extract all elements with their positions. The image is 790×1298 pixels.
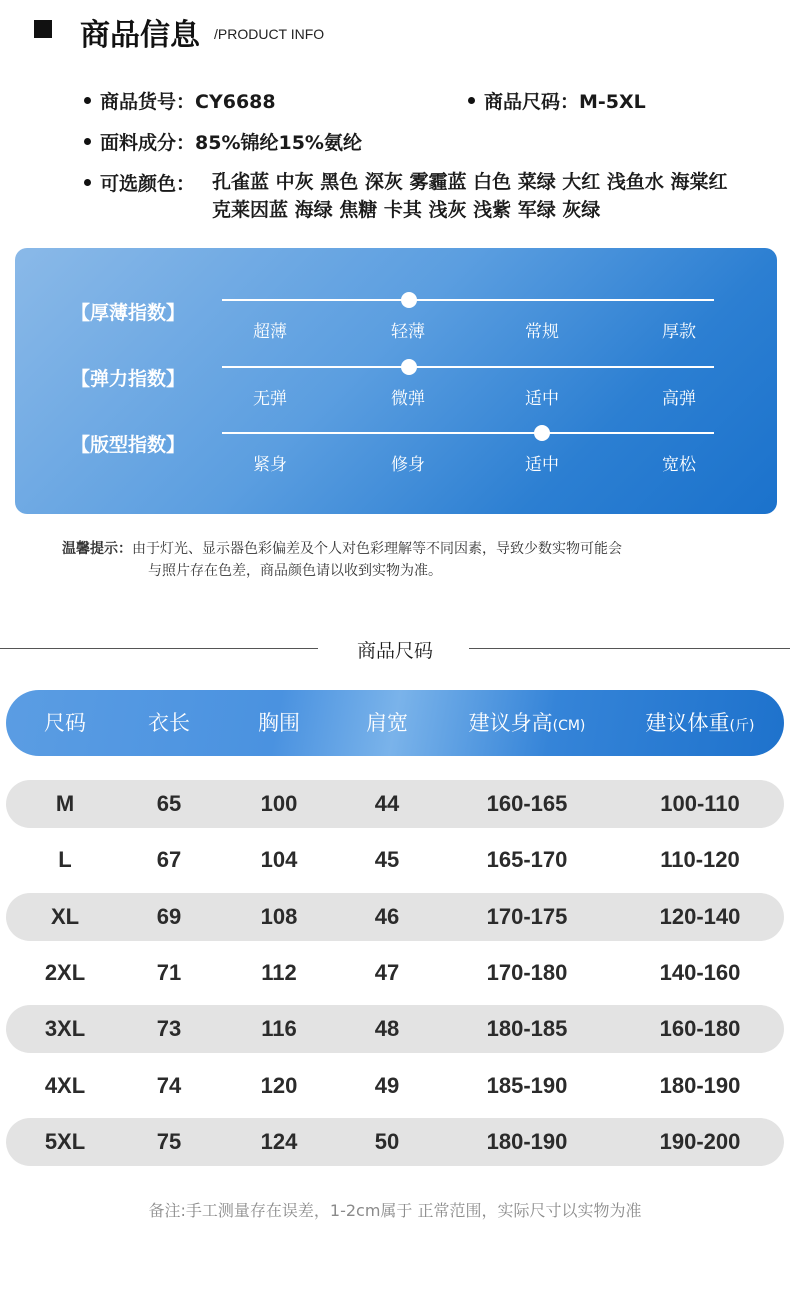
cell-shoulder: 45	[374, 847, 400, 872]
index-panel	[15, 248, 777, 514]
cell-chest: 104	[260, 847, 298, 872]
cell-height: 185-190	[486, 1073, 568, 1098]
cell-shoulder: 46	[374, 904, 400, 929]
header-square-icon	[34, 20, 52, 38]
thickness-option: 轻薄	[391, 322, 425, 342]
cell-height: 180-190	[486, 1129, 568, 1154]
cell-shoulder: 44	[374, 791, 400, 816]
thickness-index-track	[222, 299, 714, 301]
cell-shoulder: 48	[374, 1016, 400, 1041]
cell-size: 3XL	[44, 1016, 86, 1041]
tip-line1: 由于灯光、显示器色彩偏差及个人对色彩理解等不同因素，导致少数实物可能会	[132, 541, 622, 557]
cell-length: 69	[156, 904, 182, 929]
cell-chest: 112	[261, 960, 297, 985]
cell-height: 160-165	[486, 791, 568, 816]
cell-chest: 120	[260, 1073, 298, 1098]
footnote: 备注:手工测量存在误差，1-2cm属于 正常范围，实际尺寸以实物为准	[148, 1201, 642, 1220]
cell-height: 165-170	[486, 847, 568, 872]
table-row	[6, 780, 784, 828]
fit-option: 宽松	[662, 455, 696, 475]
info-colors-label	[100, 169, 195, 196]
cell-chest: 124	[260, 1129, 298, 1154]
cell-length: 73	[156, 1016, 182, 1041]
cell-weight: 190-200	[659, 1129, 741, 1154]
page-subtitle: /PRODUCT INFO	[214, 26, 325, 42]
elasticity-option: 微弹	[391, 389, 425, 409]
bullet-icon	[84, 179, 91, 186]
cell-weight: 180-190	[659, 1073, 741, 1098]
table-row	[6, 1062, 784, 1110]
cell-chest: 108	[260, 904, 298, 929]
divider-right	[469, 648, 790, 649]
cell-length: 65	[156, 791, 182, 816]
sku-label: 商品货号：	[100, 91, 196, 113]
elasticity-option: 高弹	[662, 389, 696, 409]
cell-weight: 110-120	[660, 847, 740, 872]
fabric-label: 面料成分：	[100, 132, 196, 154]
elasticity-option: 无弹	[253, 389, 287, 409]
tip-line2: 与照片存在色差，商品颜色请以收到实物为准。	[148, 563, 442, 579]
size-table-header	[6, 690, 784, 756]
cell-shoulder: 50	[374, 1129, 400, 1154]
elasticity-index-label: 【弹力指数】	[71, 368, 186, 390]
cell-length: 75	[156, 1129, 182, 1154]
fit-index-knob	[534, 425, 550, 441]
column-header-weight: 建议体重(斤)	[645, 711, 755, 735]
column-header-height: 建议身高(CM)	[468, 711, 586, 735]
cell-weight: 100-110	[660, 791, 740, 816]
elasticity-index-track	[222, 366, 714, 368]
fabric-value: 85%锦纶15%氨纶	[195, 132, 362, 154]
info-size	[484, 87, 646, 114]
page-title: 商品信息	[80, 18, 200, 53]
cell-length: 67	[156, 847, 182, 872]
cell-size: 2XL	[44, 960, 86, 985]
column-header-size: 尺码	[44, 711, 86, 735]
cell-length: 71	[156, 960, 182, 985]
cell-size: XL	[50, 904, 80, 929]
column-header-length: 衣长	[148, 711, 190, 735]
cell-size: 5XL	[44, 1129, 86, 1154]
elasticity-index-knob	[401, 359, 417, 375]
bullet-icon	[468, 97, 475, 104]
column-header-shoulder: 肩宽	[366, 711, 408, 735]
cell-weight: 160-180	[659, 1016, 741, 1041]
cell-length: 74	[156, 1073, 182, 1098]
cell-shoulder: 49	[374, 1073, 400, 1098]
table-row	[6, 836, 784, 884]
thickness-option: 常规	[525, 322, 559, 342]
size-value: M-5XL	[579, 91, 646, 113]
cell-size: M	[55, 791, 75, 816]
size-section-title: 商品尺码	[356, 640, 433, 662]
fit-index-label: 【版型指数】	[71, 434, 186, 456]
cell-shoulder: 47	[374, 960, 400, 985]
divider-left	[0, 648, 318, 649]
warm-tip	[62, 540, 622, 559]
table-row	[6, 1118, 784, 1166]
info-sku	[100, 87, 276, 114]
size-label: 商品尺码：	[484, 91, 580, 113]
cell-chest: 116	[261, 1016, 297, 1041]
cell-height: 170-175	[486, 904, 568, 929]
cell-height: 180-185	[486, 1016, 568, 1041]
fit-option: 适中	[525, 455, 559, 475]
cell-weight: 120-140	[659, 904, 741, 929]
colors-label: 可选颜色：	[100, 173, 196, 195]
thickness-option: 超薄	[253, 322, 287, 342]
column-header-chest: 胸围	[258, 711, 300, 735]
table-row	[6, 1005, 784, 1053]
sku-value: CY6688	[195, 91, 276, 113]
cell-chest: 100	[260, 791, 298, 816]
info-fabric	[100, 128, 362, 155]
tip-label: 温馨提示：	[62, 541, 132, 557]
table-row	[6, 949, 784, 997]
fit-option: 紧身	[253, 455, 287, 475]
colors-value: 孔雀蓝 中灰 黑色 深灰 雾霾蓝 白色 菜绿 大红 浅鱼水 海棠红 克莱因蓝 海绿 焦糖 卡其 浅灰 浅紫 军绿 灰绿	[212, 171, 728, 221]
bullet-icon	[84, 97, 91, 104]
fit-option: 修身	[391, 455, 425, 475]
thickness-index-knob	[401, 292, 417, 308]
fit-index-track	[222, 432, 714, 434]
cell-size: L	[58, 847, 72, 872]
cell-weight: 140-160	[659, 960, 741, 985]
table-row	[6, 893, 784, 941]
thickness-index-label: 【厚薄指数】	[71, 302, 186, 324]
cell-height: 170-180	[486, 960, 568, 985]
bullet-icon	[84, 138, 91, 145]
thickness-option: 厚款	[662, 322, 696, 342]
elasticity-option: 适中	[525, 389, 559, 409]
cell-size: 4XL	[44, 1073, 86, 1098]
